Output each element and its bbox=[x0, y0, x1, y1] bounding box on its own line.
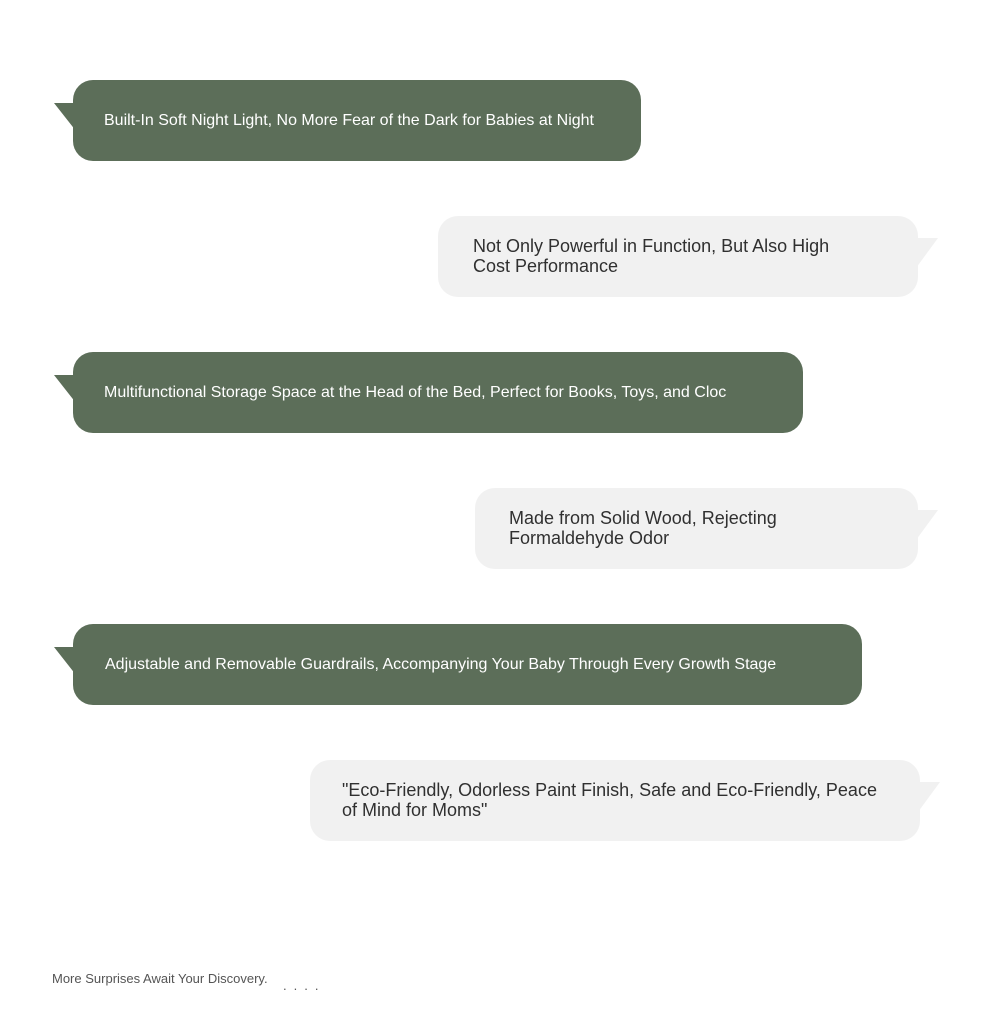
bubble-tail bbox=[918, 782, 940, 812]
bubble-tail bbox=[916, 238, 938, 268]
feature-text: "Eco-Friendly, Odorless Paint Finish, Safe and Eco-Friendly, Peace of Mind for Moms" bbox=[342, 780, 877, 820]
footer-discovery-text: More Surprises Await Your Discovery. bbox=[52, 971, 268, 986]
feature-text: Built-In Soft Night Light, No More Fear of the Dark for Babies at Night bbox=[104, 111, 594, 129]
feature-text: Made from Solid Wood, Rejecting Formaldehyde Odor bbox=[509, 508, 777, 548]
feature-bubble-cost-performance bbox=[438, 216, 918, 297]
feature-bubble-storage-space bbox=[73, 352, 803, 433]
feature-bubble-solid-wood bbox=[475, 488, 918, 569]
bubble-tail bbox=[916, 510, 938, 540]
feature-text: Multifunctional Storage Space at the Head of the Bed, Perfect for Books, Toys, and Cloc bbox=[104, 383, 727, 401]
feature-text: Adjustable and Removable Guardrails, Accompanying Your Baby Through Every Growth Stage bbox=[105, 655, 777, 673]
feature-bubble-eco-paint bbox=[310, 760, 920, 841]
feature-bubble-guardrails bbox=[73, 624, 862, 705]
feature-text: Not Only Powerful in Function, But Also High Cost Performance bbox=[473, 236, 830, 276]
feature-bubble-night-light bbox=[73, 80, 641, 161]
ellipsis-dots: .... bbox=[283, 978, 326, 993]
